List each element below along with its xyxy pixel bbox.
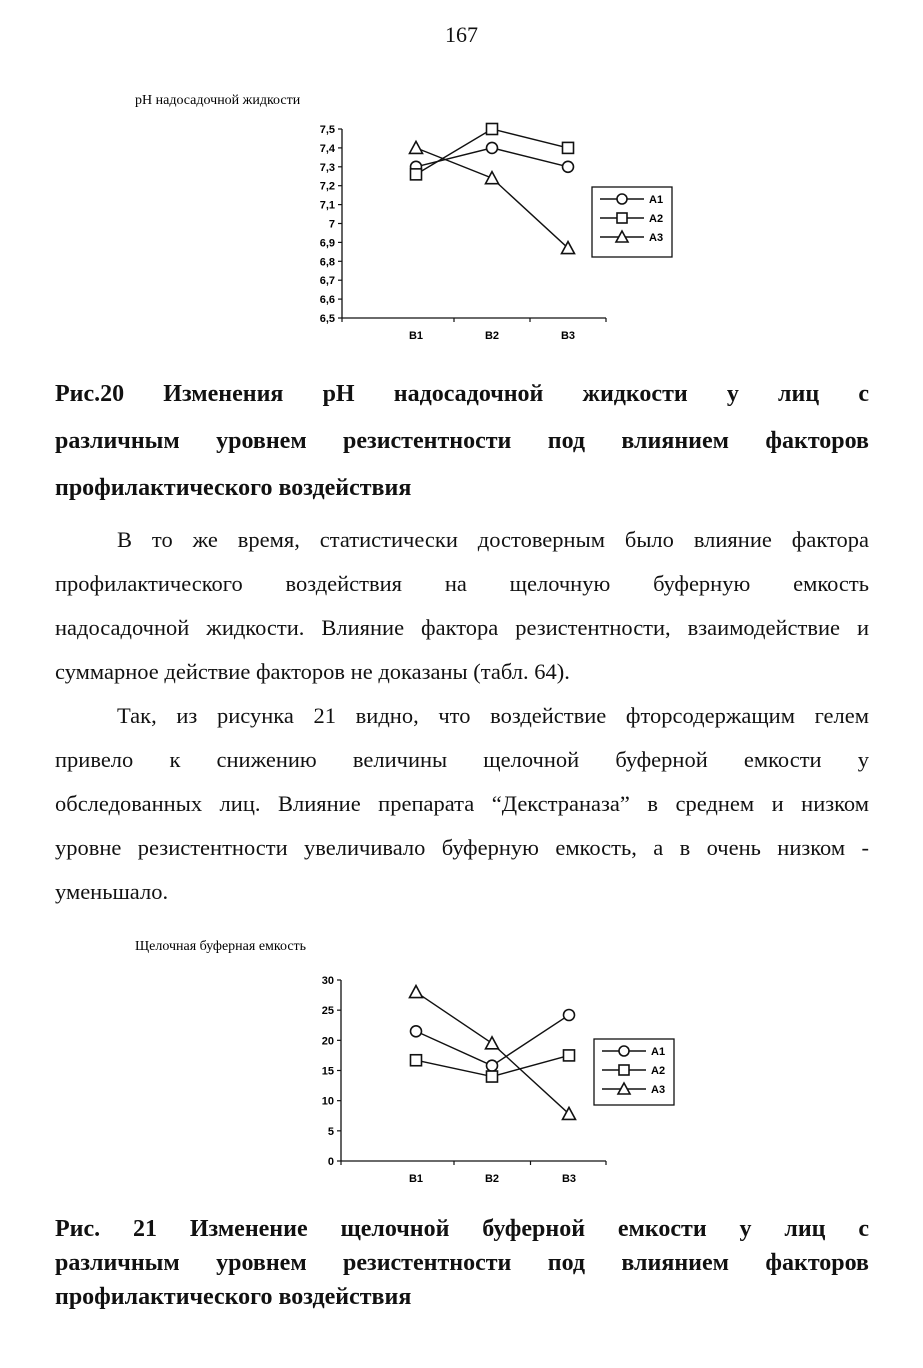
- y-tick-label: 6,9: [319, 237, 335, 250]
- text-line: уменьшало.: [55, 879, 169, 904]
- y-tick-label: 7,1: [319, 199, 335, 212]
- legend-label: А3: [649, 232, 664, 244]
- legend-label: А1: [651, 1046, 666, 1058]
- legend-label: А3: [651, 1084, 666, 1096]
- y-tick-label: 7: [328, 218, 335, 231]
- data-point-square: [487, 1071, 498, 1082]
- text-line: уровне резистентности увеличивало буферную емкость, а в очень низком -: [55, 835, 869, 860]
- text-line: профилактического воздействия на щелочную буферную емкость: [55, 571, 869, 596]
- x-tick-label: В3: [560, 330, 576, 342]
- data-point-circle: [487, 1060, 498, 1071]
- y-tick-label: 6,7: [319, 275, 335, 288]
- y-axis-label: Щелочная буферная емкость: [135, 939, 307, 954]
- data-point-circle: [411, 1026, 422, 1037]
- x-tick-label: В2: [484, 1173, 500, 1185]
- x-tick-label: В1: [408, 1173, 424, 1185]
- data-point-triangle: [410, 986, 423, 998]
- legend-marker: [619, 1065, 629, 1075]
- y-tick-label: 25: [321, 1005, 334, 1018]
- y-tick-label: 0: [327, 1156, 334, 1168]
- y-tick-label: 7,4: [319, 142, 335, 155]
- series-line: [416, 992, 569, 1114]
- text-line: надосадочной жидкости. Влияние фактора резистентности, взаимодействие и: [55, 615, 869, 640]
- caption-line: Рис.20 Изменения рН надосадочной жидкости у лиц с: [55, 381, 869, 407]
- x-tick-label: В2: [484, 330, 500, 342]
- y-tick-label: 20: [321, 1035, 334, 1048]
- y-tick-label: 6,8: [319, 256, 335, 269]
- text-line: суммарное действие факторов не доказаны (табл. 64).: [55, 659, 570, 684]
- legend-label: А2: [649, 213, 664, 225]
- x-tick-label: В1: [408, 330, 424, 342]
- y-tick-label: 10: [321, 1095, 334, 1108]
- figure-21-caption: [55, 1212, 869, 1314]
- data-point-square: [564, 1050, 575, 1061]
- y-tick-label: 7,5: [319, 124, 335, 136]
- text-line: В то же время, статистически достоверным было влияние фактора: [117, 527, 869, 552]
- y-tick-label: 15: [321, 1065, 334, 1078]
- y-tick-label: 6,6: [319, 294, 335, 307]
- y-tick-label: 6,5: [319, 313, 335, 325]
- legend-label: А1: [649, 194, 664, 206]
- y-tick-label: 7,2: [319, 180, 335, 193]
- text-line: привело к снижению величины щелочной буферной емкости у: [55, 747, 869, 772]
- y-tick-label: 30: [321, 975, 334, 987]
- x-tick-label: В3: [561, 1173, 577, 1185]
- data-point-circle: [564, 1009, 575, 1020]
- caption-line: различным уровнем резистентности под влиянием факторов: [55, 428, 869, 454]
- caption-line: различным уровнем резистентности под влиянием факторов: [55, 1250, 869, 1276]
- caption-line: Рис. 21 Изменение щелочной буферной емкости у лиц с: [55, 1216, 869, 1242]
- y-axis-label: рН надосадочной жидкости: [135, 93, 301, 108]
- text-line: обследованных лиц. Влияние препарата “Декстраназа” в среднем и низком: [55, 791, 869, 816]
- y-tick-label: 7,3: [319, 161, 335, 174]
- caption-line: профилактического воздействия: [55, 475, 412, 501]
- legend-marker: [619, 1046, 629, 1056]
- page-number: 167: [445, 22, 478, 47]
- data-point-triangle: [486, 1037, 499, 1049]
- y-tick-label: 5: [327, 1125, 334, 1138]
- data-point-square: [411, 1055, 422, 1066]
- legend-label: А2: [651, 1065, 666, 1077]
- caption-line: профилактического воздействия: [55, 1284, 412, 1310]
- text-line: Так, из рисунка 21 видно, что воздействие фторсодержащим гелем: [117, 703, 869, 728]
